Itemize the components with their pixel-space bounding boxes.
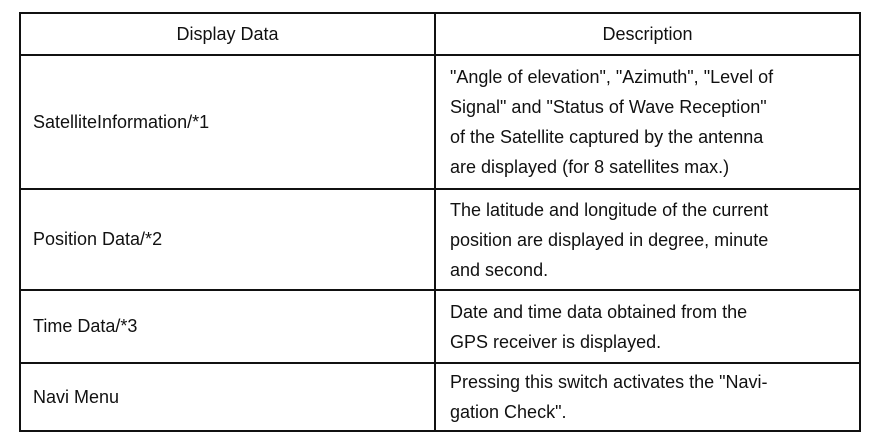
table-row [20,290,860,363]
description-line: Pressing this switch activates the "Navi- [450,372,768,392]
header-description: Description [435,13,860,55]
description-line: "Angle of elevation", "Azimuth", "Level of [450,67,774,87]
display-data-cell: Position Data/*2 [20,189,435,290]
display-data-cell: Navi Menu [20,363,435,431]
description-line: The latitude and longitude of the current [450,199,769,220]
table-header-row [20,13,860,55]
description-line: Signal" and "Status of Wave Reception" [450,97,767,117]
description-cell [435,189,860,290]
description-line: Date and time data obtained from the [450,301,748,322]
description-line: position are displayed in degree, minute [450,229,769,250]
description-cell [435,363,860,431]
table-row [20,363,860,431]
description-line: and second. [450,259,549,280]
description-line: of the Satellite captured by the antenna [450,127,764,147]
description-line: GPS receiver is displayed. [450,331,662,352]
description-line: are displayed (for 8 satellites max.) [450,157,730,177]
display-data-cell: Time Data/*3 [20,290,435,363]
table-row [20,189,860,290]
display-data-table-container [19,12,859,432]
table-row [20,55,860,189]
description-line: gation Check". [450,402,567,422]
description-cell [435,55,860,189]
display-data-cell: SatelliteInformation/*1 [20,55,435,189]
display-data-table [19,12,861,432]
description-cell [435,290,860,363]
header-display-data: Display Data [20,13,435,55]
